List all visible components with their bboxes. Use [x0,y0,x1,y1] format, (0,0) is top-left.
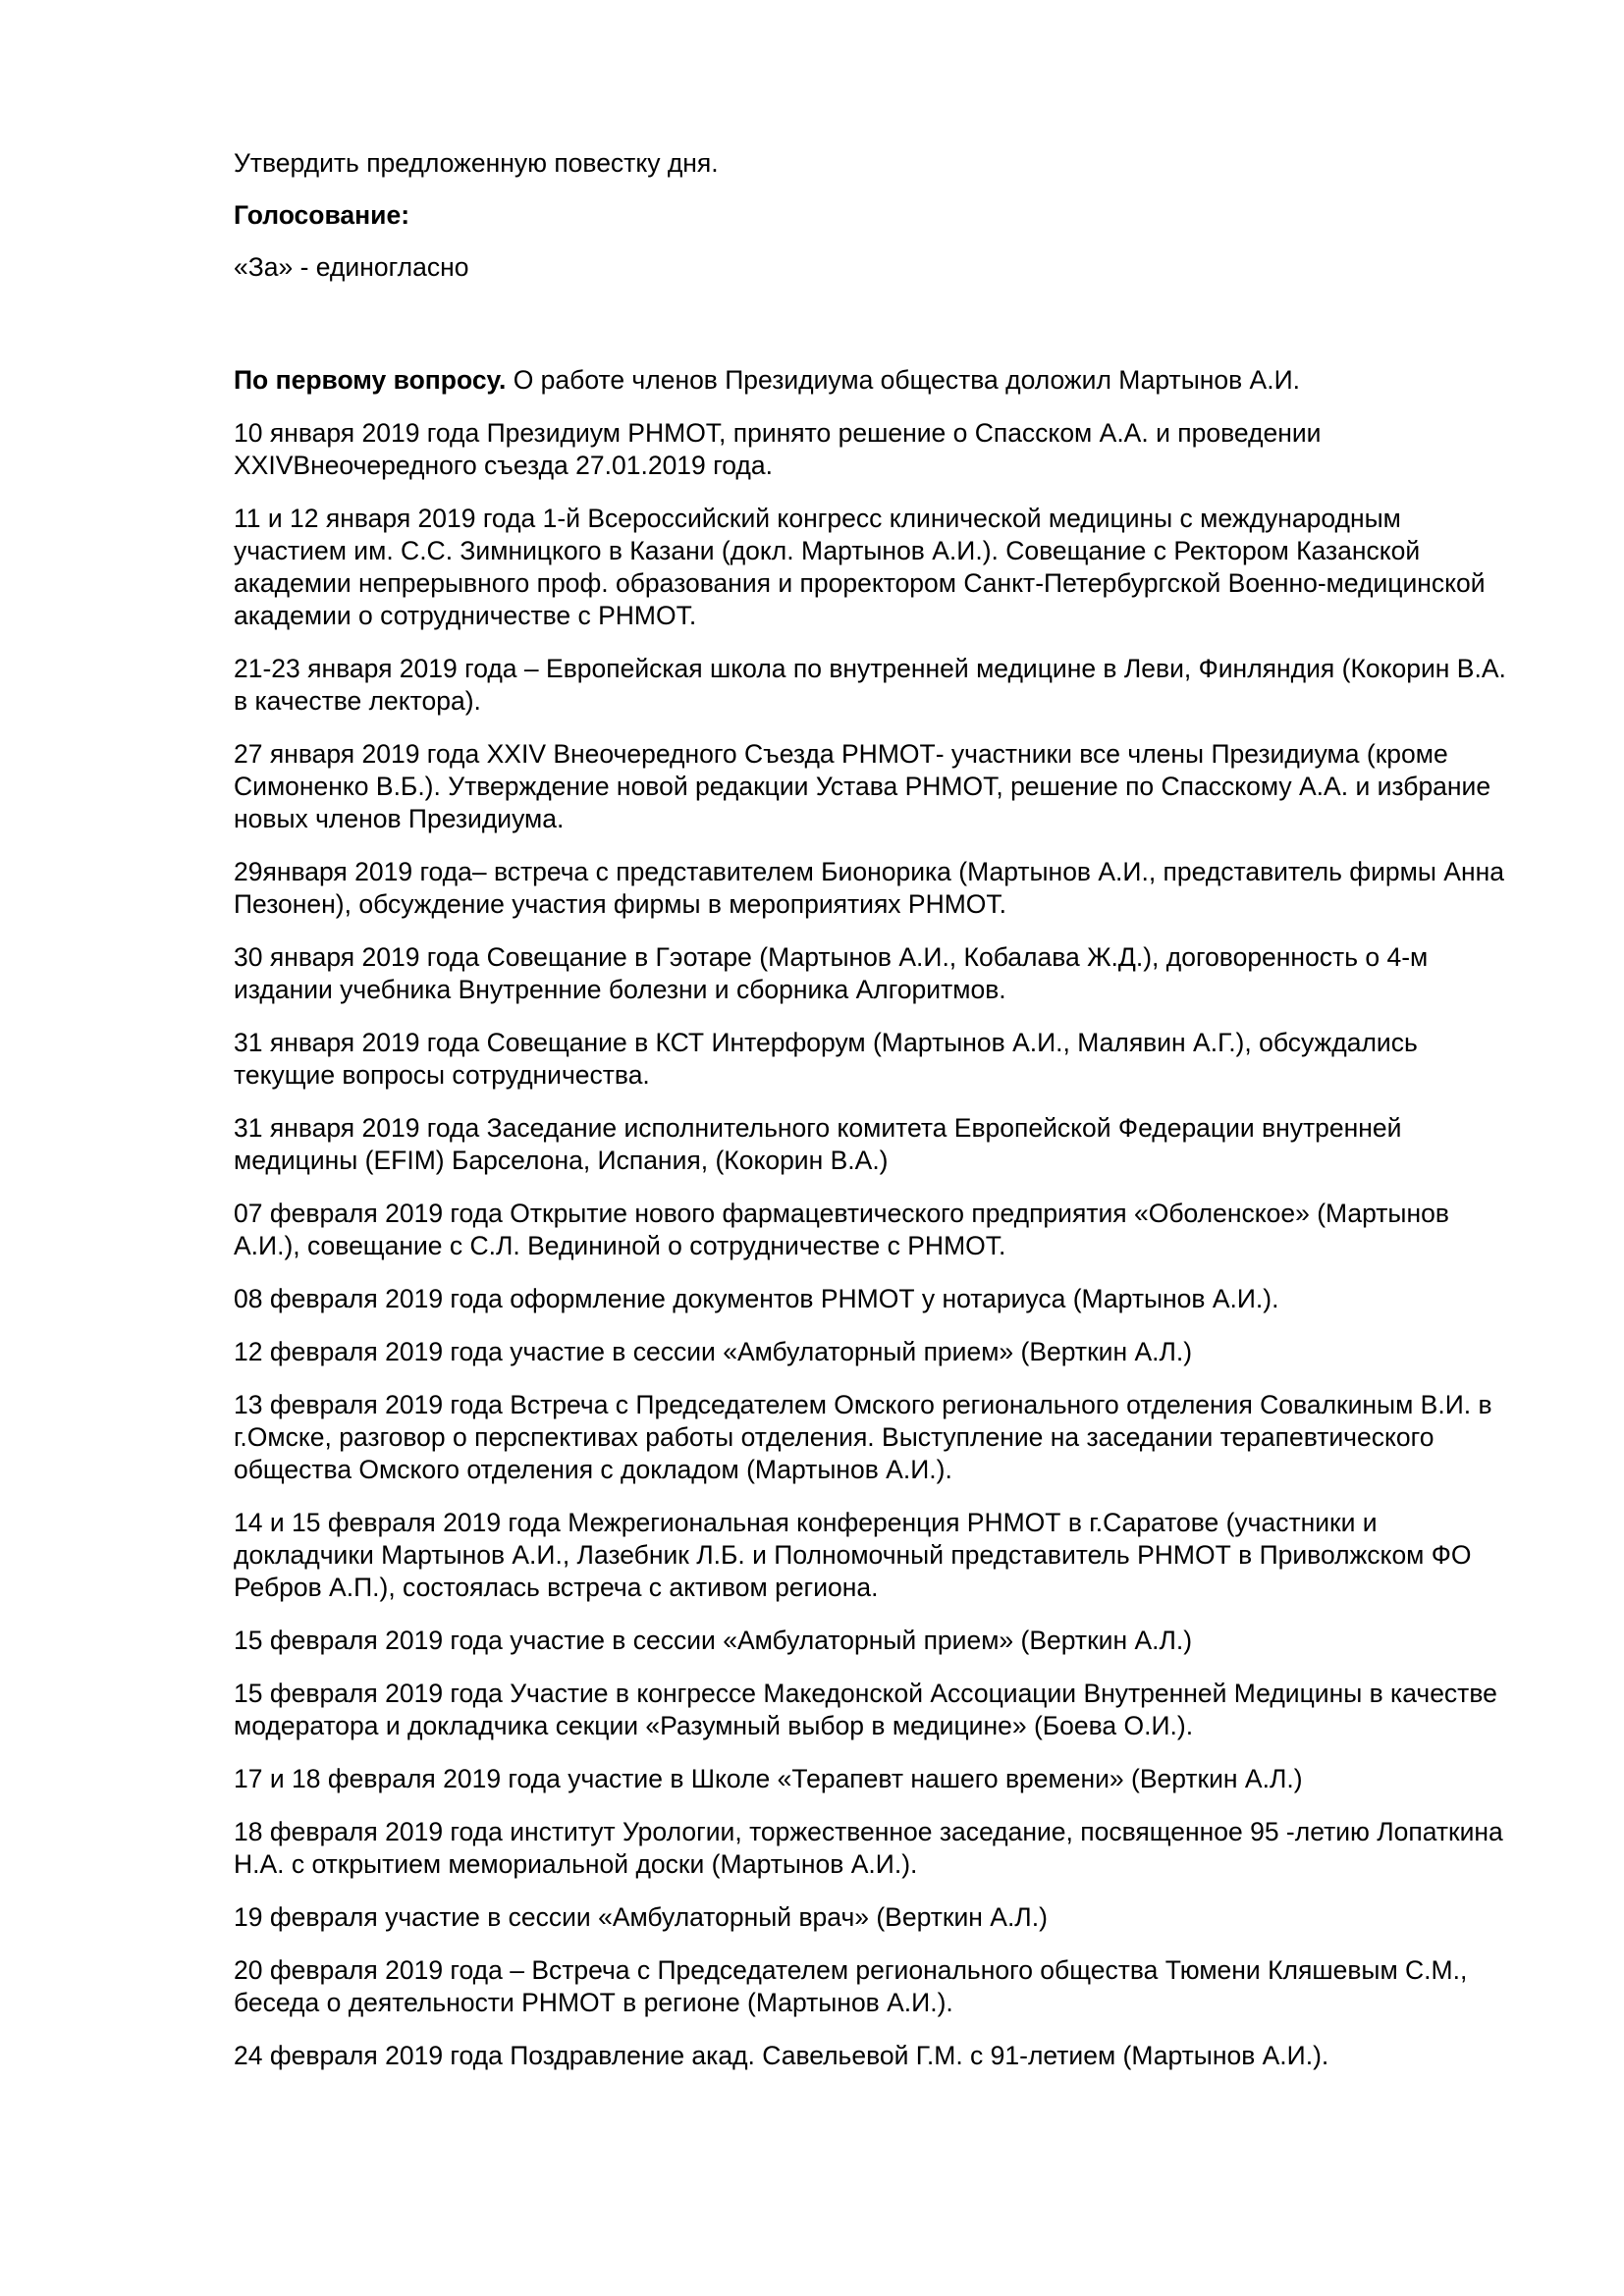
report-entry: 30 января 2019 года Совещание в Гэотаре (Мартынов А.И., Кобалава Ж.Д.), договоренность о 4-м издании учебника Внутренние болезни и сборника Алгоритмов. [234,942,1429,1004]
first-question-paragraph [234,364,1510,397]
report-entry: 14 и 15 февраля 2019 года Межрегиональная конференция РНМОТ в г.Саратове (участники и докладчики Мартынов А.И., Лазебник Л.Б. и Полномочный представитель РНМОТ в Приволжском ФО Ребров А.П.), состоялась встреча с активом региона. [234,1508,1472,1602]
report-entry: 31 января 2019 года Заседание исполнительного комитета Европейской Федерации внутренней медицины (EFIM) Барселона, Испания, (Кокорин В.А.) [234,1113,1402,1175]
report-entry: 17 и 18 февраля 2019 года участие в Школе «Терапевт нашего времени» (Верткин А.Л.) [234,1764,1303,1793]
report-entry: 13 февраля 2019 года Встреча с Председателем Омского регионального отделения Совалкиным В.И. в г.Омске, разговор о перспективах работы отделения. Выступление на заседании терапевтического общества Омского отделения с докладом (Мартынов А.И.). [234,1390,1492,1484]
report-entry: 12 февраля 2019 года участие в сессии «Амбулаторный прием» (Верткин А.Л.) [234,1337,1193,1366]
document-page [234,147,1510,2093]
report-entry: 20 февраля 2019 года – Встреча с Председателем регионального общества Тюмени Кляшевым С.М., беседа о деятельности РНМОТ в регионе (Мартынов А.И.). [234,1955,1468,2017]
report-entry: 24 февраля 2019 года Поздравление акад. Савельевой Г.М. с 91-летием (Мартынов А.И.). [234,2041,1329,2070]
first-question-text: О работе членов Президиума общества доложил Мартынов А.И. [506,365,1300,395]
report-entry: 10 января 2019 года Президиум РНМОТ, принято решение о Спасском А.А. и проведении XXIVВнеочередного съезда 27.01.2019 года. [234,418,1322,480]
report-entry: 31 января 2019 года Совещание в КСТ Интерфорум (Мартынов А.И., Малявин А.Г.), обсуждались текущие вопросы сотрудничества. [234,1028,1418,1090]
report-entry: 08 февраля 2019 года оформление документов РНМОТ у нотариуса (Мартынов А.И.). [234,1284,1279,1313]
voting-title: Голосование: [234,200,410,230]
report-entry: 11 и 12 января 2019 года 1-й Всероссийский конгресс клинической медицины с международным участием им. С.С. Зимницкого в Казани (докл. Мартынов А.И.). Совещание с Ректором Казанской академии непрерывного проф. образования и проректором Санкт-Петербургской Военно-медицинской академии о сотрудничестве с РНМОТ. [234,504,1486,630]
agenda-text: Утвердить предложенную повестку дня. [234,148,719,178]
report-entry: 15 февраля 2019 года Участие в конгрессе Македонской Ассоциации Внутренней Медицины в качестве модератора и докладчика секции «Разумный выбор в медицине» (Боева О.И.). [234,1679,1497,1740]
report-entry: 15 февраля 2019 года участие в сессии «Амбулаторный прием» (Верткин А.Л.) [234,1626,1193,1655]
report-entry: 18 февраля 2019 года институт Урологии, торжественное заседание, посвященное 95 -летию Лопаткина Н.А. с открытием мемориальной доски (Мартынов А.И.). [234,1817,1503,1879]
voting-result: «За» - единогласно [234,252,469,282]
report-entry: 27 января 2019 года XXIV Внеочередного Съезда РНМОТ- участники все члены Президиума (кроме Симоненко В.Б.). Утверждение новой редакции Устава РНМОТ, решение по Спасскому А.А. и избрание новых членов Президиума. [234,739,1491,833]
report-entry: 21-23 января 2019 года – Европейская школа по внутренней медицине в Леви, Финляндия (Кокорин В.А. в качестве лектора). [234,654,1506,716]
report-entry: 29января 2019 года– встреча с представителем Бионорика (Мартынов А.И., представитель фирмы Анна Пезонен), обсуждение участия фирмы в мероприятиях РНМОТ. [234,857,1504,919]
report-entry: 07 февраля 2019 года Открытие нового фармацевтического предприятия «Оболенское» (Мартынов А.И.), совещание с С.Л. Ведининой о сотрудничестве с РНМОТ. [234,1199,1449,1260]
report-entry: 19 февраля участие в сессии «Амбулаторный врач» (Верткин А.Л.) [234,1902,1048,1932]
first-question-label: По первому вопросу. [234,365,507,395]
